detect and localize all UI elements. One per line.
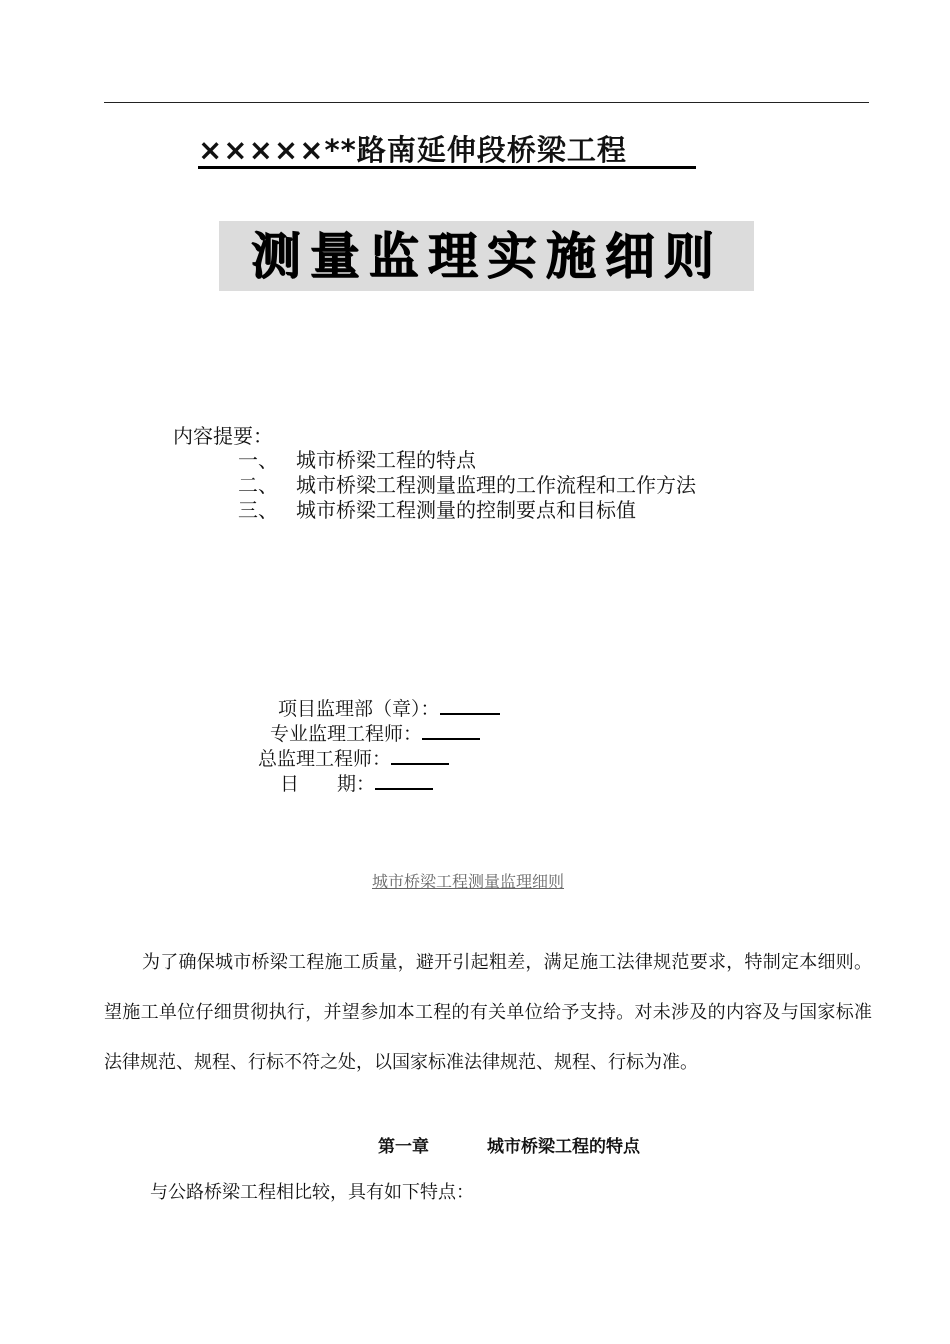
toc-item-text: 城市桥梁工程测量监理的工作流程和工作方法 bbox=[296, 473, 696, 497]
toc-item bbox=[238, 494, 636, 523]
toc-item-number: 一、 bbox=[238, 448, 278, 472]
intro-paragraph: 为了确保城市桥梁工程施工质量，避开引起粗差，满足施工法律规范要求，特制定本细则。望施工单位仔细贯彻执行，并望参加本工程的有关单位给予支持。对未涉及的内容及与国家标准法律规范、规程、行标不符之处，以国家标准法律规范、规程、行标为准。 bbox=[104, 952, 872, 1073]
signature-blank[interactable] bbox=[391, 747, 449, 765]
toc-item-text: 城市桥梁工程测量的控制要点和目标值 bbox=[296, 498, 636, 522]
toc-item-number: 二、 bbox=[238, 473, 278, 497]
chapter-heading bbox=[378, 1132, 640, 1157]
project-title-underline bbox=[198, 166, 696, 169]
signature-blank[interactable] bbox=[422, 722, 480, 740]
chapter-title: 城市桥梁工程的特点 bbox=[487, 1137, 640, 1157]
signature-project-dept bbox=[278, 694, 500, 721]
toc-heading: 内容提要： bbox=[173, 424, 273, 448]
signature-blank[interactable] bbox=[375, 772, 433, 790]
signature-specialist bbox=[270, 719, 480, 746]
chapter-intro-text: 与公路桥梁工程相比较，具有如下特点： bbox=[150, 1182, 474, 1203]
signature-label: 项目监理部（章）： bbox=[278, 698, 440, 720]
signature-label: 总监理工程师： bbox=[258, 748, 392, 770]
chapter-number: 第一章 bbox=[378, 1137, 429, 1157]
main-title: 测量监理实施细则 bbox=[250, 227, 723, 285]
toc-item-text: 城市桥梁工程的特点 bbox=[296, 448, 476, 472]
signature-chief bbox=[258, 744, 449, 771]
signature-label: 日 期： bbox=[280, 773, 376, 795]
signature-blank[interactable] bbox=[440, 697, 500, 715]
document-subtitle-link[interactable]: 城市桥梁工程测量监理细则 bbox=[372, 872, 565, 891]
project-title: ×××××**路南延伸段桥梁工程 bbox=[198, 133, 627, 167]
toc-item-number: 三、 bbox=[238, 498, 278, 522]
signature-date bbox=[280, 769, 433, 796]
top-rule bbox=[104, 102, 869, 103]
signature-label: 专业监理工程师： bbox=[270, 723, 423, 745]
